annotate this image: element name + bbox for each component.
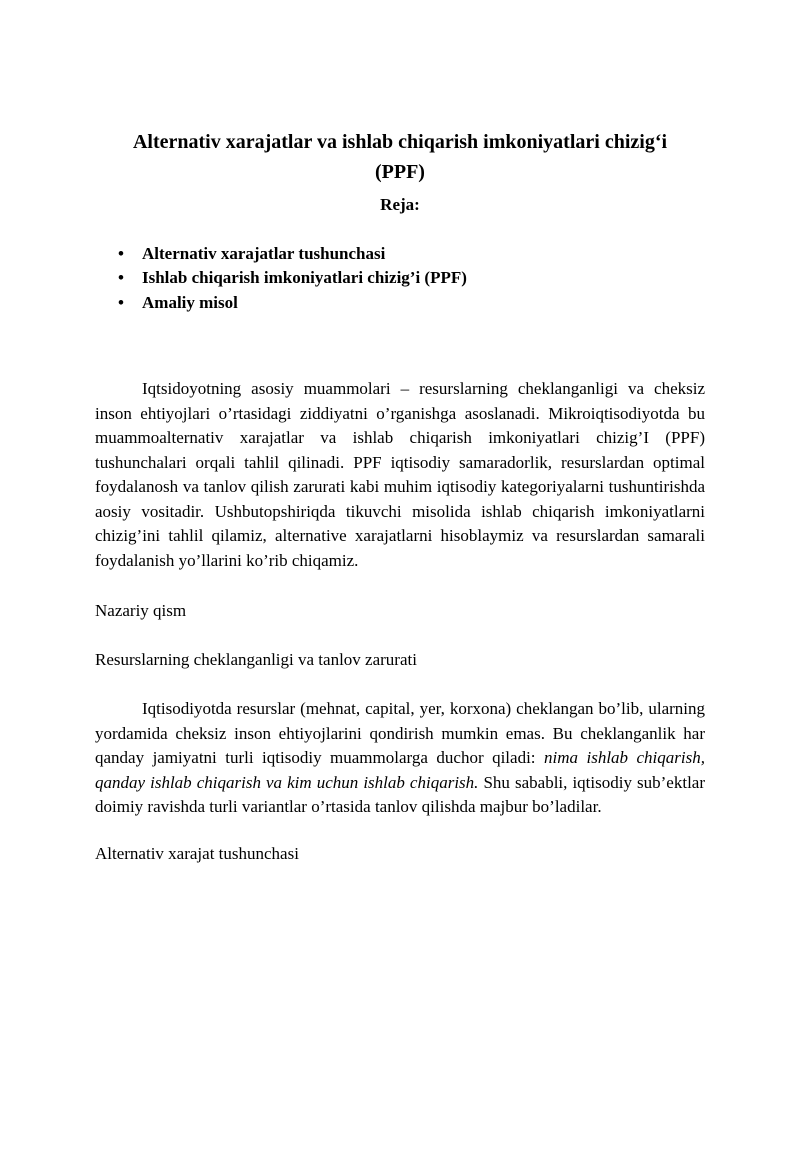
paragraph-theory-italic: nima ishlab chiqarish, qanday ishlab chiqarish va kim uchun ishlab chiqarish. — [95, 748, 705, 792]
bullet-item: • Amaliy misol — [95, 291, 705, 316]
document-subtitle: Reja: — [380, 195, 420, 214]
paragraph-theory-text: Iqtisodiyotda resurslar (mehnat, capital, yer, korxona) cheklangan bo’lib, ularning yordamida cheksiz inson ehtiyojlarini qondirish mumkin emas. Bu cheklanganlik har qanday jamiyatni turli iqtisodiy muammolarga duchor qiladi: — [95, 699, 705, 767]
document-title-line2: (PPF) — [375, 161, 425, 183]
document-title-line1: Alternativ xarajatlar va ishlab chiqarish imkoniyatlari chizig‘i — [132, 131, 668, 153]
section-heading-nazariy-qism: Nazariy qism — [95, 601, 187, 620]
section-heading-resurslar: Resurslarning cheklanganligi va tanlov zarurati — [95, 650, 417, 669]
paragraph-theory-text: Shu sababli, iqtisodiy sub’ektlar doimiy ravishda turli variantlar o’rtasida tanlov qilishda majbur bo’ladilar. — [95, 772, 705, 816]
section-heading-alternativ-xarajat: Alternativ xarajat tushunchasi — [95, 843, 299, 863]
agenda-bullet-list — [95, 242, 705, 316]
paragraph-intro: Iqtsidoyotning asosiy muammolari – resurslarning cheklanganligi va cheksiz inson ehtiyojlari o’rtasidagi ziddiyatni o’rganishga asoslanadi. Mikroiqtisodiyotda bu muammoalternativ xarajatlar va ishlab chiqarish imkoniyatlari chizig’I (PPF) tushunchalari orqali tahlil qilinadi. PPF iqtisodiy samaradorlik, resurslardan optimal foydalanosh va tanlov qilish zarurati kabi muhim iqtisodiy kategoriyalarni tushuntirishda aosiy vositadir. Ushbutopshiriqda tikuvchi misolida ishlab chiqarish imkoniyatlarni chizig’ini tahlil qilamiz, alternative xarajatlarni hisoblaymiz va resurslardan samarali foydalanish yo’llarini ko’rib chiqamiz. — [95, 379, 705, 570]
paragraph-theory — [95, 697, 705, 820]
document-title — [95, 127, 705, 187]
bullet-item: • Ishlab chiqarish imkoniyatlari chizig’i (PPF) — [95, 266, 705, 291]
bullet-item: • Alternativ xarajatlar tushunchasi — [95, 242, 705, 267]
document-page — [0, 127, 800, 1162]
document-content — [0, 127, 800, 866]
